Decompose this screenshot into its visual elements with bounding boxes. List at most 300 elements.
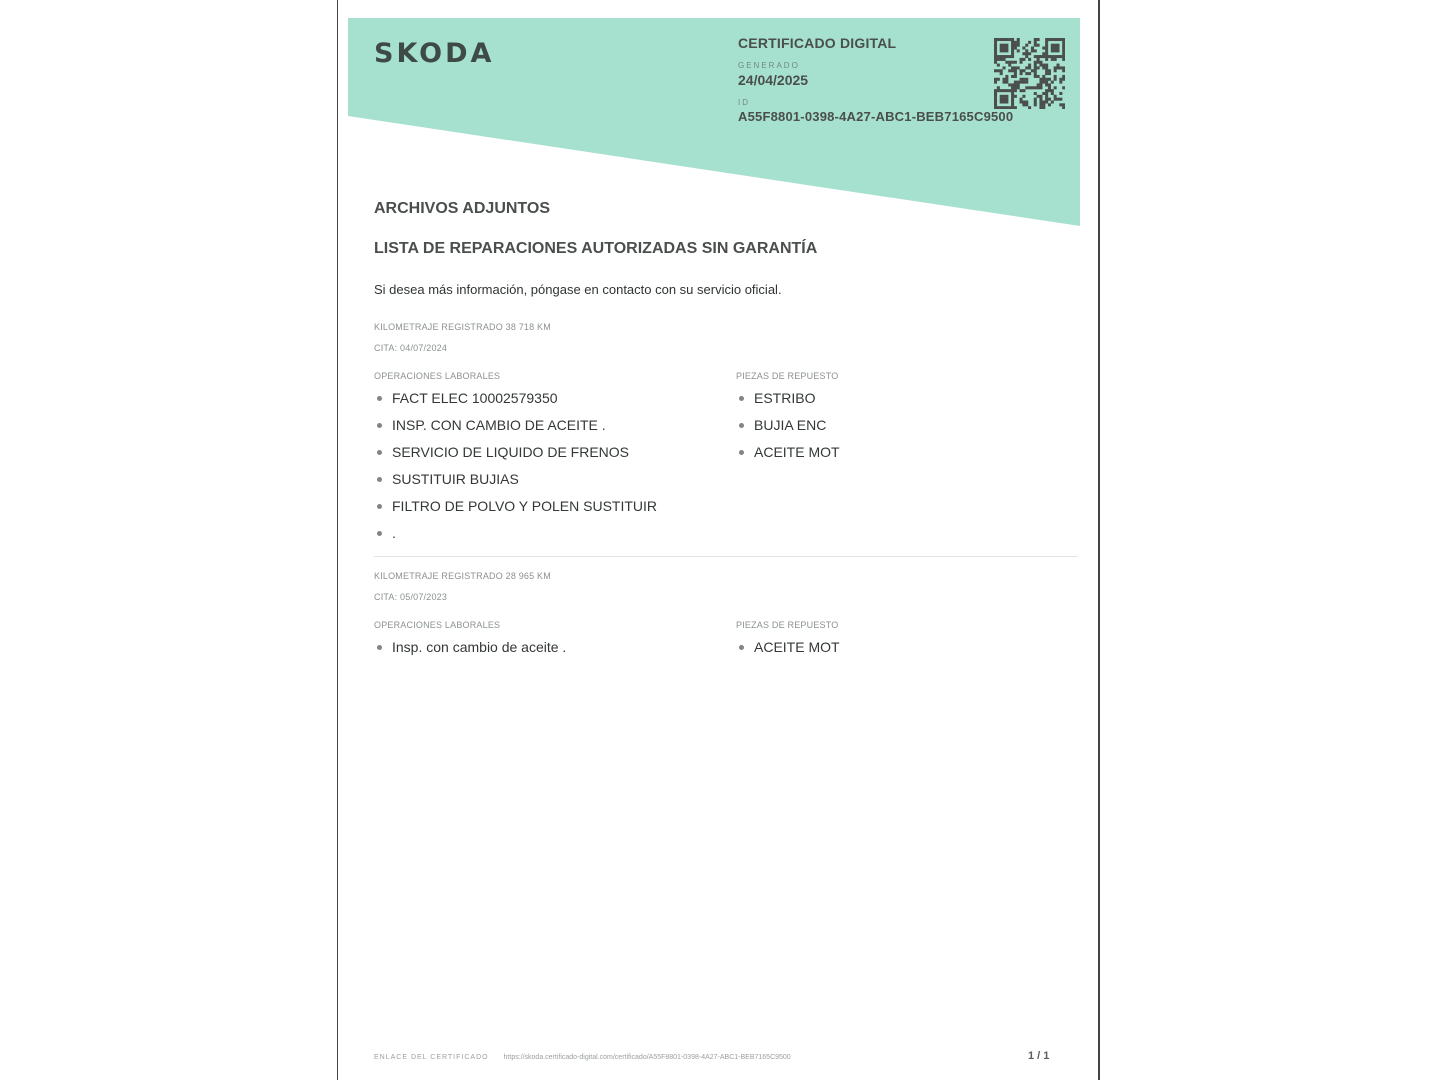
- qr-module: [1048, 78, 1051, 81]
- qr-module: [1045, 41, 1048, 44]
- qr-module: [1031, 69, 1034, 72]
- bullet-icon: [739, 645, 744, 650]
- qr-module: [1031, 86, 1034, 89]
- qr-module: [1005, 44, 1008, 47]
- qr-module: [1042, 100, 1045, 103]
- qr-module: [1062, 47, 1065, 50]
- qr-module: [1017, 86, 1020, 89]
- qr-module: [1011, 75, 1014, 78]
- qr-module: [1000, 95, 1003, 98]
- labor-operation-heading: OPERACIONES LABORALES: [374, 371, 501, 381]
- qr-module: [994, 38, 997, 41]
- qr-module: [1051, 81, 1054, 84]
- labor-operation-heading: OPERACIONES LABORALES: [374, 620, 501, 630]
- qr-module: [1022, 69, 1025, 72]
- qr-module: [1037, 38, 1040, 41]
- qr-module: [1045, 55, 1048, 58]
- qr-module: [1045, 78, 1048, 81]
- qr-module: [1062, 44, 1065, 47]
- qr-module: [1017, 83, 1020, 86]
- qr-module: [1020, 61, 1023, 64]
- qr-module: [1059, 103, 1062, 106]
- qr-module: [1045, 89, 1048, 92]
- qr-module: [1045, 49, 1048, 52]
- qr-module: [1059, 55, 1062, 58]
- qr-module: [1028, 86, 1031, 89]
- qr-module: [1056, 64, 1059, 67]
- qr-module: [1039, 106, 1042, 109]
- qr-module: [1045, 69, 1048, 72]
- qr-module: [1003, 49, 1006, 52]
- qr-module: [1045, 83, 1048, 86]
- qr-module: [1051, 49, 1054, 52]
- qr-module: [1014, 44, 1017, 47]
- qr-module: [1014, 47, 1017, 50]
- qr-module: [1048, 69, 1051, 72]
- qr-module: [1054, 86, 1057, 89]
- qr-module: [1005, 61, 1008, 64]
- qr-module: [1008, 61, 1011, 64]
- qr-module: [1011, 52, 1014, 55]
- attachments-heading: ARCHIVOS ADJUNTOS: [374, 200, 551, 217]
- qr-module: [1042, 75, 1045, 78]
- footer-label: ENLACE DEL CERTIFICADO: [374, 1054, 489, 1061]
- labor-operation-list: [374, 388, 736, 550]
- qr-module: [1034, 66, 1037, 69]
- qr-module: [1054, 69, 1057, 72]
- qr-module: [1037, 83, 1040, 86]
- spare-part-item: [736, 637, 1036, 664]
- bullet-icon: [377, 504, 382, 509]
- qr-module: [1008, 89, 1011, 92]
- qr-module: [1020, 58, 1023, 61]
- qr-module: [1062, 106, 1065, 109]
- bullet-icon: [377, 396, 382, 401]
- qr-module: [1008, 64, 1011, 67]
- bullet-icon: [739, 450, 744, 455]
- qr-module: [1048, 72, 1051, 75]
- spare-part-item-text: BUJIA ENC: [754, 417, 827, 433]
- qr-module: [1034, 98, 1037, 101]
- qr-module: [1011, 61, 1014, 64]
- qr-module: [1005, 100, 1008, 103]
- labor-operation-column: [374, 620, 736, 664]
- qr-module: [1051, 58, 1054, 61]
- qr-module: [1042, 52, 1045, 55]
- qr-module: [1031, 47, 1034, 50]
- qr-module: [1042, 81, 1045, 84]
- qr-module: [1059, 66, 1062, 69]
- qr-module: [1037, 75, 1040, 78]
- qr-module: [1028, 58, 1031, 61]
- qr-module: [1037, 61, 1040, 64]
- qr-module: [1005, 95, 1008, 98]
- bullet-icon: [377, 645, 382, 650]
- bullet-icon: [377, 423, 382, 428]
- qr-module: [1008, 38, 1011, 41]
- qr-module: [1054, 98, 1057, 101]
- spare-part-item: [736, 442, 1036, 469]
- qr-module: [1003, 58, 1006, 61]
- footer: [374, 1054, 791, 1061]
- qr-module: [1042, 55, 1045, 58]
- spare-part-heading: PIEZAS DE REPUESTO: [736, 371, 839, 381]
- qr-module: [1000, 100, 1003, 103]
- qr-module: [1048, 38, 1051, 41]
- qr-module: [1039, 83, 1042, 86]
- qr-module: [1034, 41, 1037, 44]
- qr-module: [1051, 47, 1054, 50]
- qr-module: [1014, 41, 1017, 44]
- qr-module: [1025, 55, 1028, 58]
- qr-module: [1028, 106, 1031, 109]
- qr-module: [1020, 78, 1023, 81]
- qr-module: [994, 47, 997, 50]
- qr-module: [1022, 89, 1025, 92]
- spare-part-item-text: ACEITE MOT: [754, 444, 840, 460]
- qr-module: [1003, 38, 1006, 41]
- qr-module: [1020, 98, 1023, 101]
- qr-module: [994, 92, 997, 95]
- qr-module: [1005, 106, 1008, 109]
- qr-module: [1048, 83, 1051, 86]
- qr-module: [1020, 100, 1023, 103]
- qr-module: [1045, 64, 1048, 67]
- qr-module: [994, 44, 997, 47]
- qr-module: [1011, 106, 1014, 109]
- qr-module: [1048, 55, 1051, 58]
- qr-module: [1011, 38, 1014, 41]
- qr-module: [1022, 100, 1025, 103]
- qr-module: [1062, 75, 1065, 78]
- spare-part-list: [736, 637, 1036, 664]
- spare-part-item: [736, 415, 1036, 442]
- qr-module: [1003, 100, 1006, 103]
- qr-module: [1014, 69, 1017, 72]
- qr-module: [1042, 47, 1045, 50]
- qr-module: [1059, 38, 1062, 41]
- qr-module: [1003, 55, 1006, 58]
- qr-module: [997, 64, 1000, 67]
- qr-module: [1062, 41, 1065, 44]
- qr-module: [1059, 92, 1062, 95]
- qr-module: [1045, 44, 1048, 47]
- qr-module: [1054, 95, 1057, 98]
- qr-module: [1003, 66, 1006, 69]
- qr-module: [1062, 58, 1065, 61]
- labor-operation-item-text: FACT ELEC 10002579350: [392, 390, 558, 406]
- qr-module: [1025, 86, 1028, 89]
- qr-module: [1011, 92, 1014, 95]
- qr-module: [1059, 98, 1062, 101]
- qr-module: [1017, 49, 1020, 52]
- qr-module: [994, 55, 997, 58]
- qr-module: [1054, 55, 1057, 58]
- certificate-info: [738, 35, 1013, 124]
- qr-module: [1059, 78, 1062, 81]
- qr-module: [1005, 98, 1008, 101]
- spare-part-column: [736, 371, 1036, 550]
- qr-module: [1062, 69, 1065, 72]
- qr-module: [994, 100, 997, 103]
- labor-operation-item: [374, 637, 736, 664]
- qr-module: [1048, 98, 1051, 101]
- qr-module: [1034, 92, 1037, 95]
- qr-module: [1022, 52, 1025, 55]
- qr-module: [997, 78, 1000, 81]
- qr-module: [1025, 81, 1028, 84]
- qr-module: [1008, 83, 1011, 86]
- qr-module: [1025, 103, 1028, 106]
- qr-module: [1003, 47, 1006, 50]
- page-number: 1 / 1: [1028, 1050, 1050, 1062]
- certificate-page: [337, 0, 1100, 1080]
- qr-module: [1042, 92, 1045, 95]
- qr-module: [1014, 86, 1017, 89]
- qr-module: [997, 58, 1000, 61]
- qr-module: [1042, 103, 1045, 106]
- qr-module: [1014, 81, 1017, 84]
- qr-module: [1028, 52, 1031, 55]
- qr-module: [1039, 64, 1042, 67]
- qr-module: [1039, 81, 1042, 84]
- qr-module: [994, 89, 997, 92]
- qr-module: [994, 103, 997, 106]
- qr-module: [1017, 44, 1020, 47]
- qr-module: [1011, 89, 1014, 92]
- qr-module: [1054, 38, 1057, 41]
- qr-module: [1028, 72, 1031, 75]
- qr-module: [994, 49, 997, 52]
- qr-module: [1039, 98, 1042, 101]
- qr-module: [1039, 55, 1042, 58]
- qr-module: [1062, 52, 1065, 55]
- labor-operation-column: [374, 371, 736, 550]
- appointment-date: CITA: 05/07/2023: [374, 592, 448, 602]
- qr-module: [1045, 98, 1048, 101]
- qr-module: [1045, 52, 1048, 55]
- qr-module: [1056, 47, 1059, 50]
- qr-module: [1037, 66, 1040, 69]
- info-text: Si desea más información, póngase en contacto con su servicio oficial.: [374, 282, 782, 297]
- qr-module: [1039, 95, 1042, 98]
- appointment-date: CITA: 04/07/2024: [374, 343, 448, 353]
- labor-operation-item-text: FILTRO DE POLVO Y POLEN SUSTITUIR: [392, 498, 658, 514]
- qr-module: [1048, 86, 1051, 89]
- mileage-label: KILOMETRAJE REGISTRADO 28 965 KM: [374, 571, 551, 581]
- qr-module: [1000, 98, 1003, 101]
- qr-module: [1014, 83, 1017, 86]
- qr-module: [1005, 47, 1008, 50]
- spare-part-item: [736, 388, 1036, 415]
- entry-columns: [374, 371, 1074, 550]
- qr-module: [1045, 81, 1048, 84]
- qr-module: [1034, 49, 1037, 52]
- qr-module: [1003, 106, 1006, 109]
- qr-module: [1037, 44, 1040, 47]
- qr-module: [1025, 78, 1028, 81]
- qr-module: [1056, 44, 1059, 47]
- qr-module: [1000, 89, 1003, 92]
- labor-operation-item: [374, 442, 736, 469]
- qr-module: [1014, 106, 1017, 109]
- qr-module: [1034, 44, 1037, 47]
- generated-date: 24/04/2025: [738, 72, 809, 88]
- qr-module: [1056, 38, 1059, 41]
- qr-module: [1011, 100, 1014, 103]
- qr-module: [1062, 86, 1065, 89]
- qr-module: [1037, 55, 1040, 58]
- qr-module: [997, 69, 1000, 72]
- labor-operation-item-text: INSP. CON CAMBIO DE ACEITE .: [392, 417, 606, 433]
- qr-module: [1048, 89, 1051, 92]
- repair-entry: [374, 571, 1074, 664]
- qr-module: [1054, 75, 1057, 78]
- qr-module: [1045, 95, 1048, 98]
- qr-module: [997, 86, 1000, 89]
- qr-module: [1034, 38, 1037, 41]
- qr-module: [1048, 103, 1051, 106]
- qr-module: [1042, 106, 1045, 109]
- qr-module: [994, 41, 997, 44]
- qr-module: [1011, 103, 1014, 106]
- qr-module: [1000, 47, 1003, 50]
- qr-module: [1056, 98, 1059, 101]
- qr-module: [1034, 64, 1037, 67]
- qr-module: [1011, 95, 1014, 98]
- qr-module: [1011, 69, 1014, 72]
- qr-code-icon[interactable]: [994, 38, 1065, 109]
- bullet-icon: [739, 423, 744, 428]
- spare-part-item-text: ACEITE MOT: [754, 639, 840, 655]
- qr-module: [1014, 66, 1017, 69]
- qr-module: [1062, 55, 1065, 58]
- qr-module: [1003, 98, 1006, 101]
- mileage-label: KILOMETRAJE REGISTRADO 38 718 KM: [374, 322, 551, 332]
- qr-module: [1003, 78, 1006, 81]
- qr-module: [994, 78, 997, 81]
- qr-module: [1051, 55, 1054, 58]
- qr-module: [1003, 89, 1006, 92]
- labor-operation-item: [374, 388, 736, 415]
- qr-module: [1011, 98, 1014, 101]
- qr-module: [1042, 78, 1045, 81]
- qr-module: [1051, 92, 1054, 95]
- qr-module: [1056, 55, 1059, 58]
- qr-module: [1014, 61, 1017, 64]
- bullet-icon: [739, 396, 744, 401]
- qr-module: [1005, 89, 1008, 92]
- qr-module: [1017, 41, 1020, 44]
- qr-module: [1000, 58, 1003, 61]
- qr-module: [1054, 49, 1057, 52]
- qr-module: [1014, 75, 1017, 78]
- qr-module: [1045, 47, 1048, 50]
- qr-module: [1011, 55, 1014, 58]
- qr-module: [1042, 64, 1045, 67]
- entry-columns: [374, 620, 1074, 664]
- qr-module: [1000, 69, 1003, 72]
- qr-module: [1039, 78, 1042, 81]
- qr-module: [1056, 49, 1059, 52]
- qr-module: [1005, 55, 1008, 58]
- repair-entry: [374, 322, 1074, 557]
- qr-module: [1022, 95, 1025, 98]
- qr-module: [1051, 38, 1054, 41]
- qr-module: [1037, 86, 1040, 89]
- qr-module: [1028, 66, 1031, 69]
- spare-part-item-text: ESTRIBO: [754, 390, 816, 406]
- qr-module: [1025, 72, 1028, 75]
- qr-module: [994, 81, 997, 84]
- qr-module: [994, 98, 997, 101]
- qr-module: [1014, 89, 1017, 92]
- qr-module: [1011, 83, 1014, 86]
- qr-module: [1005, 81, 1008, 84]
- qr-module: [1051, 44, 1054, 47]
- qr-module: [1034, 61, 1037, 64]
- certificate-id: A55F8801-0398-4A27-ABC1-BEB7165C9500: [738, 109, 1014, 124]
- qr-module: [1042, 66, 1045, 69]
- spare-part-heading: PIEZAS DE REPUESTO: [736, 620, 839, 630]
- qr-module: [1022, 103, 1025, 106]
- qr-module: [1022, 81, 1025, 84]
- qr-module: [997, 89, 1000, 92]
- qr-module: [1022, 47, 1025, 50]
- bullet-icon: [377, 477, 382, 482]
- qr-module: [1039, 100, 1042, 103]
- labor-operation-item-text: .: [392, 525, 396, 541]
- spare-part-column: [736, 620, 1036, 664]
- qr-module: [1045, 72, 1048, 75]
- qr-module: [1005, 38, 1008, 41]
- qr-module: [1039, 103, 1042, 106]
- qr-module: [1025, 44, 1028, 47]
- qr-module: [1008, 69, 1011, 72]
- qr-module: [994, 69, 997, 72]
- qr-module: [994, 95, 997, 98]
- qr-module: [1034, 103, 1037, 106]
- qr-module: [1008, 106, 1011, 109]
- qr-module: [1000, 49, 1003, 52]
- qr-module: [1028, 64, 1031, 67]
- qr-module: [1054, 66, 1057, 69]
- qr-module: [1014, 95, 1017, 98]
- qr-module: [1054, 44, 1057, 47]
- entry-divider: [374, 556, 1078, 557]
- qr-module: [1011, 44, 1014, 47]
- bullet-icon: [377, 531, 382, 536]
- qr-module: [1011, 86, 1014, 89]
- repair-entries: [374, 322, 1074, 664]
- qr-module: [1051, 100, 1054, 103]
- qr-module: [1054, 58, 1057, 61]
- qr-module: [1025, 66, 1028, 69]
- qr-module: [997, 106, 1000, 109]
- qr-module: [1062, 78, 1065, 81]
- qr-module: [1034, 72, 1037, 75]
- qr-module: [1062, 103, 1065, 106]
- qr-module: [1020, 89, 1023, 92]
- qr-module: [1017, 81, 1020, 84]
- labor-operation-list: [374, 637, 736, 664]
- qr-module: [1003, 44, 1006, 47]
- qr-module: [1025, 49, 1028, 52]
- certificate-link[interactable]: https://skoda.certificado-digital.com/certificado/A55F8801-0398-4A27-ABC1-BEB7165C9500: [503, 1054, 791, 1061]
- qr-module: [1000, 38, 1003, 41]
- qr-module: [1025, 52, 1028, 55]
- labor-operation-item-text: SERVICIO DE LIQUIDO DE FRENOS: [392, 444, 630, 460]
